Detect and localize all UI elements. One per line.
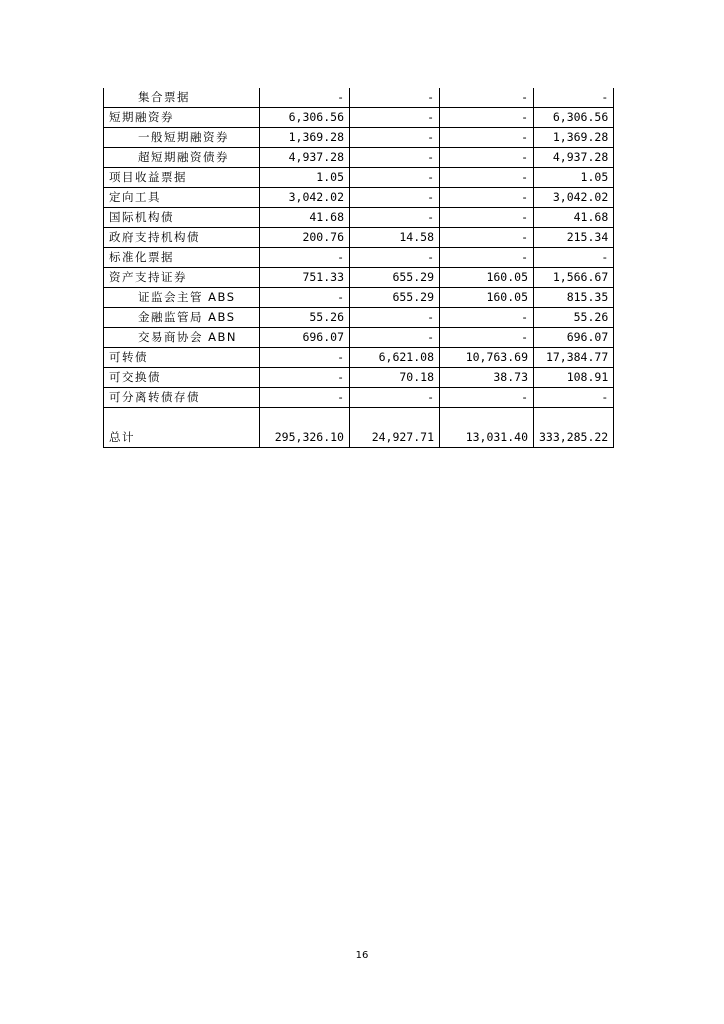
- bond-table: [103, 88, 614, 448]
- row-value-col3: -: [440, 328, 534, 348]
- total-row: [104, 408, 614, 448]
- row-value-col1: 55.26: [260, 308, 350, 328]
- table-row: [104, 128, 614, 148]
- table-row: [104, 188, 614, 208]
- row-label: 短期融资券: [104, 108, 260, 128]
- table-row: [104, 328, 614, 348]
- row-value-col2: 70.18: [350, 368, 440, 388]
- row-value-col4: 41.68: [534, 208, 614, 228]
- total-col3: 13,031.40: [440, 408, 534, 448]
- row-value-col4: 3,042.02: [534, 188, 614, 208]
- row-value-col2: -: [350, 108, 440, 128]
- row-value-col1: 200.76: [260, 228, 350, 248]
- row-value-col2: 14.58: [350, 228, 440, 248]
- row-value-col2: 6,621.08: [350, 348, 440, 368]
- table-row: [104, 88, 614, 108]
- row-value-col4: 108.91: [534, 368, 614, 388]
- row-value-col3: -: [440, 248, 534, 268]
- row-label: 可交换债: [104, 368, 260, 388]
- row-value-col1: 1,369.28: [260, 128, 350, 148]
- row-value-col3: 160.05: [440, 288, 534, 308]
- row-value-col2: -: [350, 248, 440, 268]
- row-label: 项目收益票据: [104, 168, 260, 188]
- table-row: [104, 168, 614, 188]
- row-value-col3: -: [440, 308, 534, 328]
- table-row: [104, 308, 614, 328]
- row-value-col1: -: [260, 348, 350, 368]
- row-value-col3: 38.73: [440, 368, 534, 388]
- row-value-col1: 41.68: [260, 208, 350, 228]
- row-value-col4: 55.26: [534, 308, 614, 328]
- row-value-col4: 215.34: [534, 228, 614, 248]
- row-value-col1: -: [260, 88, 350, 108]
- row-value-col3: -: [440, 208, 534, 228]
- table-row: [104, 108, 614, 128]
- row-value-col1: 751.33: [260, 268, 350, 288]
- row-value-col1: 1.05: [260, 168, 350, 188]
- row-value-col2: -: [350, 148, 440, 168]
- row-value-col2: -: [350, 88, 440, 108]
- row-label: 资产支持证券: [104, 268, 260, 288]
- table-row: [104, 148, 614, 168]
- table-row: [104, 228, 614, 248]
- row-label: 一般短期融资券: [104, 128, 260, 148]
- row-value-col3: -: [440, 188, 534, 208]
- row-value-col4: -: [534, 88, 614, 108]
- row-label: 国际机构债: [104, 208, 260, 228]
- row-label: 集合票据: [104, 88, 260, 108]
- table-row: [104, 248, 614, 268]
- row-value-col3: -: [440, 148, 534, 168]
- row-value-col1: 696.07: [260, 328, 350, 348]
- row-value-col3: -: [440, 108, 534, 128]
- row-value-col3: -: [440, 388, 534, 408]
- row-value-col3: -: [440, 168, 534, 188]
- row-label: 定向工具: [104, 188, 260, 208]
- row-value-col4: 815.35: [534, 288, 614, 308]
- row-value-col2: -: [350, 168, 440, 188]
- row-label: 金融监管局 ABS: [104, 308, 260, 328]
- row-value-col2: 655.29: [350, 288, 440, 308]
- row-label: 交易商协会 ABN: [104, 328, 260, 348]
- total-col2: 24,927.71: [350, 408, 440, 448]
- row-value-col4: 4,937.28: [534, 148, 614, 168]
- total-label: 总计: [104, 408, 260, 448]
- row-value-col4: -: [534, 248, 614, 268]
- row-value-col1: -: [260, 388, 350, 408]
- row-label: 标准化票据: [104, 248, 260, 268]
- row-value-col1: 3,042.02: [260, 188, 350, 208]
- row-value-col1: -: [260, 368, 350, 388]
- table-row: [104, 208, 614, 228]
- row-value-col4: 6,306.56: [534, 108, 614, 128]
- row-label: 政府支持机构债: [104, 228, 260, 248]
- row-value-col4: 1,369.28: [534, 128, 614, 148]
- row-label: 可转债: [104, 348, 260, 368]
- table-row: [104, 268, 614, 288]
- row-value-col2: -: [350, 308, 440, 328]
- total-col1: 295,326.10: [260, 408, 350, 448]
- row-value-col2: -: [350, 128, 440, 148]
- row-value-col1: -: [260, 248, 350, 268]
- row-value-col1: 6,306.56: [260, 108, 350, 128]
- row-value-col1: -: [260, 288, 350, 308]
- row-value-col2: -: [350, 208, 440, 228]
- row-value-col2: -: [350, 328, 440, 348]
- row-value-col4: 17,384.77: [534, 348, 614, 368]
- row-value-col2: -: [350, 188, 440, 208]
- table-row: [104, 348, 614, 368]
- row-value-col2: 655.29: [350, 268, 440, 288]
- row-value-col3: -: [440, 228, 534, 248]
- row-label: 超短期融资债券: [104, 148, 260, 168]
- row-value-col4: 1,566.67: [534, 268, 614, 288]
- row-value-col3: 10,763.69: [440, 348, 534, 368]
- table-row: [104, 288, 614, 308]
- row-value-col3: -: [440, 88, 534, 108]
- total-col4: 333,285.22: [534, 408, 614, 448]
- row-value-col3: 160.05: [440, 268, 534, 288]
- row-value-col4: 696.07: [534, 328, 614, 348]
- row-label: 可分离转债存债: [104, 388, 260, 408]
- row-value-col4: -: [534, 388, 614, 408]
- row-value-col4: 1.05: [534, 168, 614, 188]
- bond-table-body: [104, 88, 614, 448]
- page-number: 16: [355, 950, 369, 961]
- table-row: [104, 368, 614, 388]
- row-value-col3: -: [440, 128, 534, 148]
- row-value-col2: -: [350, 388, 440, 408]
- row-label: 证监会主管 ABS: [104, 288, 260, 308]
- table-row: [104, 388, 614, 408]
- row-value-col1: 4,937.28: [260, 148, 350, 168]
